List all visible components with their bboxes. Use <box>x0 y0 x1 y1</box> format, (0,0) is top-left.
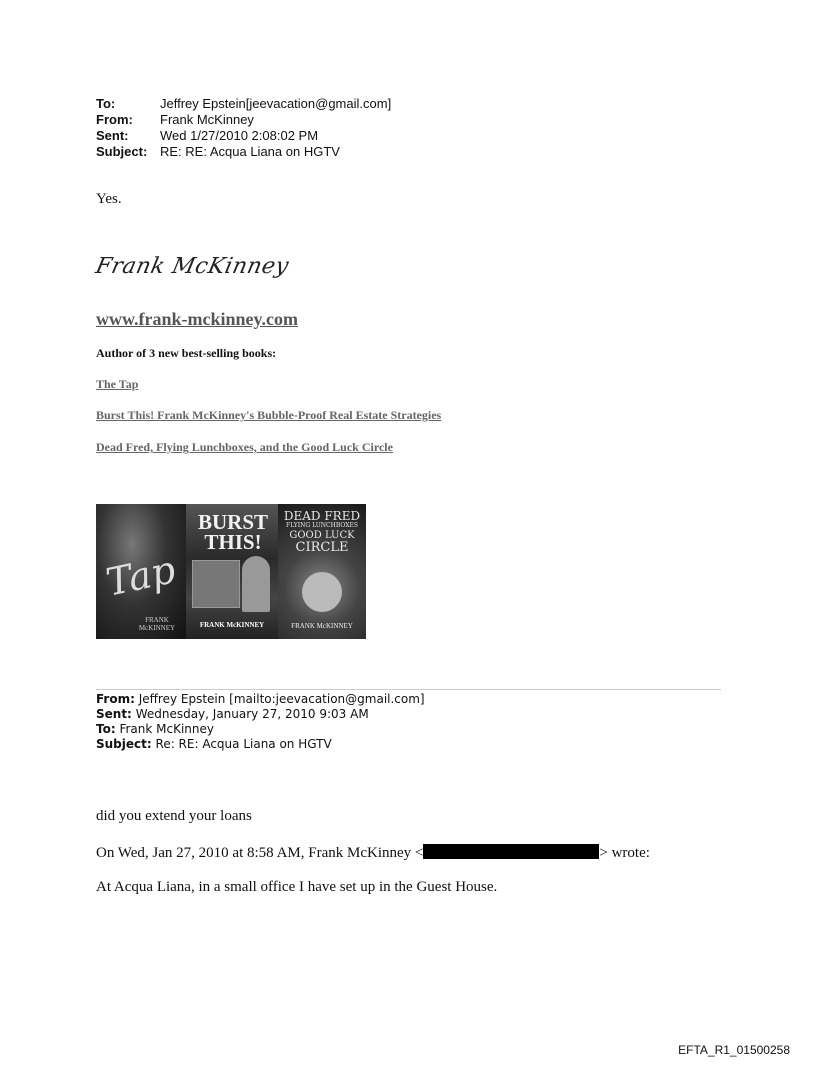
cover-burst-title2: THIS! <box>204 530 262 554</box>
attribution-prefix: On Wed, Jan 27, 2010 at 8:58 AM, Frank McKinney < <box>96 845 424 861</box>
quoted-header <box>96 692 425 752</box>
sent-value: Wed 1/27/2010 2:08:02 PM <box>160 128 319 143</box>
cover-dead-line4: CIRCLE <box>295 540 349 555</box>
subject-label: Subject: <box>96 144 148 159</box>
cover-dead-fred-face <box>302 572 342 612</box>
cover-burst-author: FRANK McKINNEY <box>199 621 265 629</box>
cover-dead-line2: FLYING LUNCHBOXES <box>286 522 358 529</box>
quoted-subject-label: Subject: <box>96 737 152 751</box>
cover-burst-portrait <box>242 556 270 612</box>
cover-tap-author: FRANK McKINNEY <box>138 616 176 632</box>
redaction-bar <box>423 844 599 859</box>
quoted-from-value: Jeffrey Epstein [mailto:jeevacation@gmail.com] <box>138 692 425 706</box>
author-line: Author of 3 new best-selling books: <box>96 346 277 360</box>
book-link-burst-this[interactable]: Burst This! Frank McKinney's Bubble-Proof Real Estate Strategies <box>96 408 442 422</box>
cover-dead-line3: GOOD LUCK <box>289 530 355 541</box>
sent-label: Sent: <box>96 128 129 143</box>
quoted-from-label: From: <box>96 692 135 706</box>
cover-the-tap <box>96 504 186 639</box>
from-label: From: <box>96 112 133 127</box>
subject-value: RE: RE: Acqua Liana on HGTV <box>160 144 340 159</box>
cover-burst-house-image <box>192 560 240 608</box>
cover-dead-author: FRANK McKINNEY <box>291 622 353 630</box>
quoted-original-text: At Acqua Liana, in a small office I have set up in the Guest House. <box>96 879 498 895</box>
book-link-the-tap[interactable]: The Tap <box>96 377 139 391</box>
quoted-subject-value: Re: RE: Acqua Liana on HGTV <box>155 737 332 751</box>
quote-divider <box>96 689 721 690</box>
quoted-message: did you extend your loans <box>96 808 252 824</box>
cover-dead-line1: DEAD FRED <box>283 509 361 523</box>
website-link[interactable]: www.frank-mckinney.com <box>96 309 298 329</box>
quoted-to-value: Frank McKinney <box>119 722 215 736</box>
attribution-suffix: > wrote: <box>599 845 650 861</box>
quoted-sent-label: Sent: <box>96 707 132 721</box>
book-link-dead-fred[interactable]: Dead Fred, Flying Lunchboxes, and the Good Luck Circle <box>96 440 393 454</box>
reply-text: Yes. <box>96 191 122 207</box>
handwritten-signature: Frank McKinney <box>93 254 292 279</box>
cover-dead-fred <box>278 504 366 639</box>
from-value: Frank McKinney <box>160 112 254 127</box>
cover-tap-title: Tap <box>102 547 180 605</box>
quoted-to-label: To: <box>96 722 116 736</box>
cover-burst-this <box>186 504 278 639</box>
cover-burst-title1: BURST <box>197 510 269 534</box>
to-value: Jeffrey Epstein[jeevacation@gmail.com] <box>160 96 392 111</box>
to-label: To: <box>96 96 116 111</box>
book-covers-banner[interactable] <box>96 504 366 639</box>
email-header <box>96 96 391 160</box>
attribution-line <box>96 844 650 862</box>
quoted-sent-value: Wednesday, January 27, 2010 9:03 AM <box>135 707 369 721</box>
document-id: EFTA_R1_01500258 <box>678 1043 790 1057</box>
